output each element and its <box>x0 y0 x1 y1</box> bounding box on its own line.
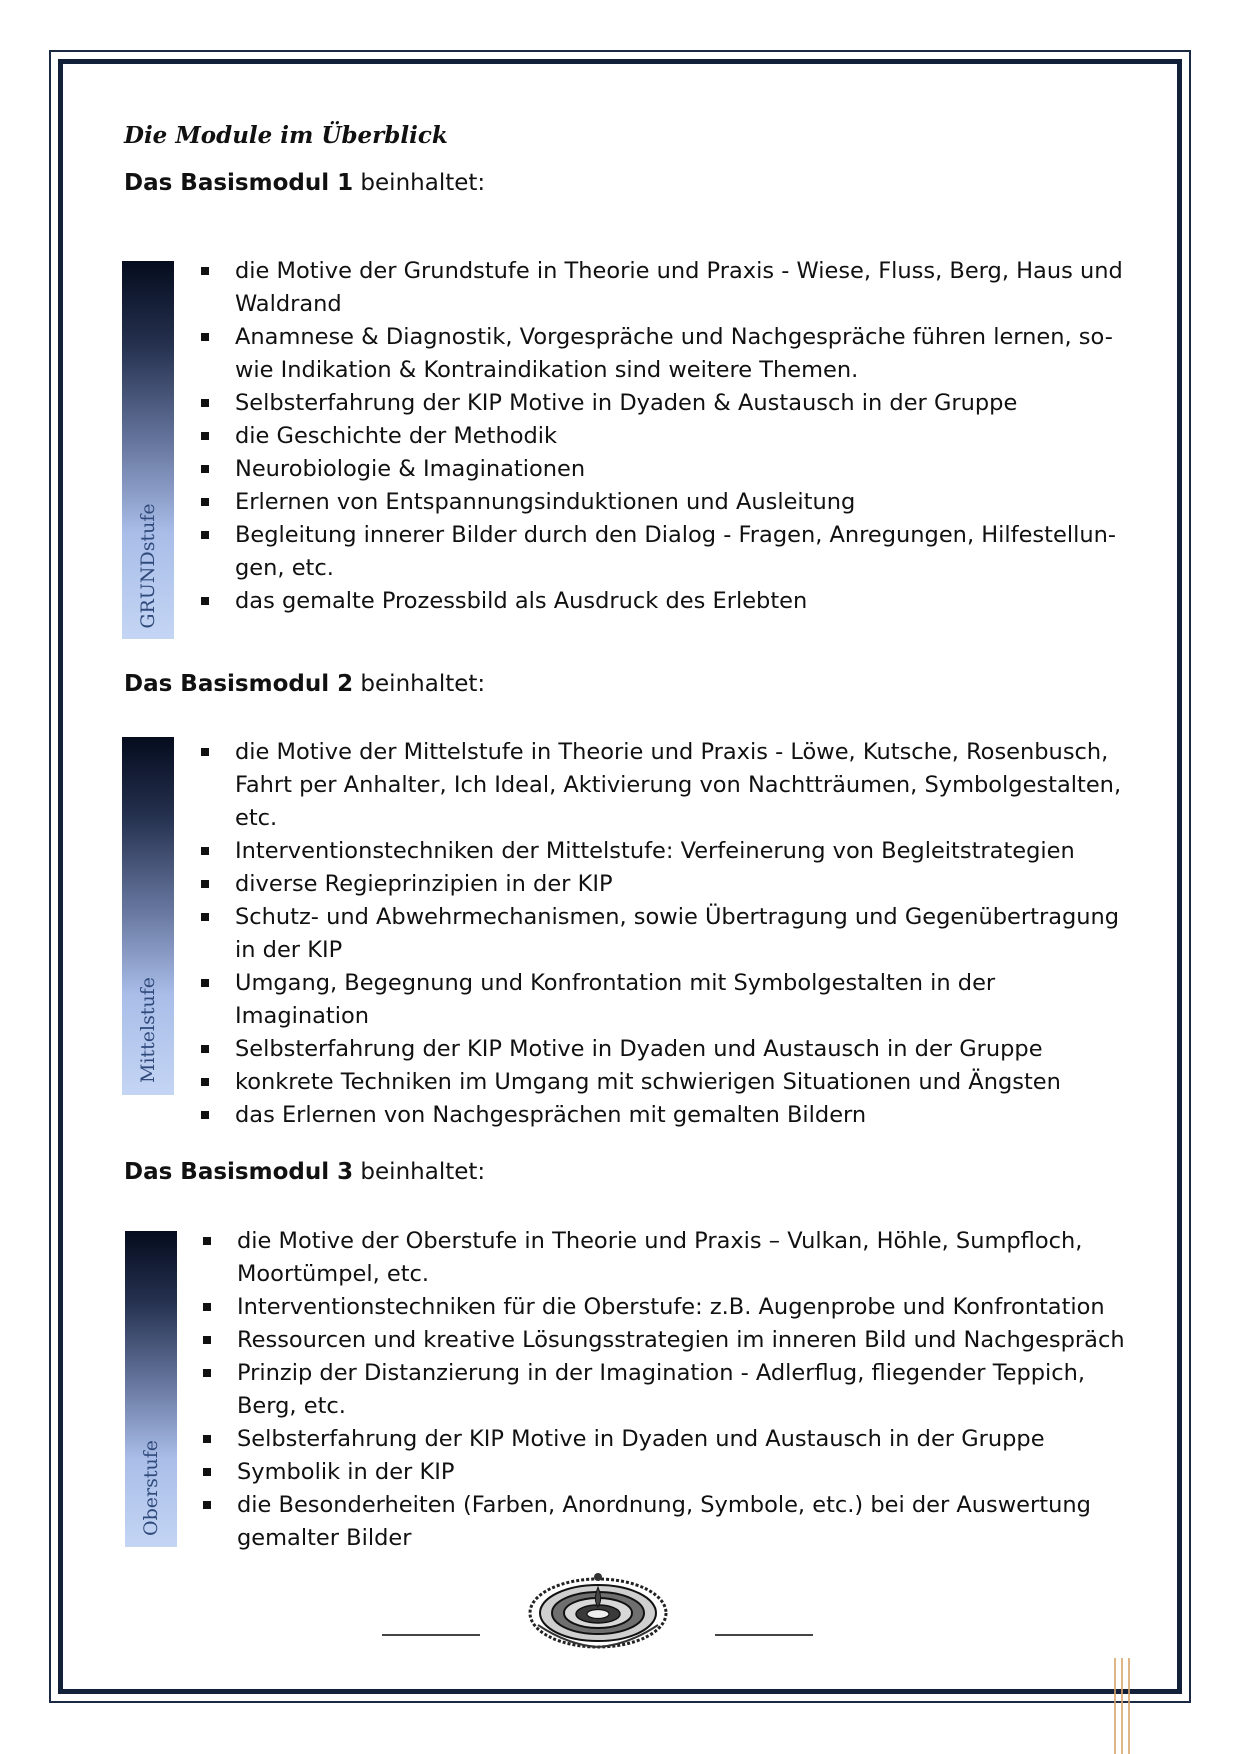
list-item: Interventionstechniken für die Oberstufe: z.B. Augenprobe und Konfrontation <box>202 1291 1127 1324</box>
module-1-heading <box>124 170 485 196</box>
list-item: das Erlernen von Nachgesprächen mit gemalten Bildern <box>200 1099 1125 1132</box>
level-label-mittelstufe: Mittelstufe <box>137 976 159 1084</box>
level-bar-grundstufe <box>122 261 174 639</box>
module-3-heading-bold: Das Basismodul 3 <box>124 1159 354 1185</box>
list-item: Symbolik in der KIP <box>202 1456 1127 1489</box>
list-item: konkrete Techniken im Umgang mit schwierigen Situationen und Ängsten <box>200 1066 1125 1099</box>
list-item: die Besonderheiten (Farben, Anordnung, Symbole, etc.) bei der Auswertung gemalter Bilder <box>202 1489 1127 1555</box>
level-label-grundstufe: GRUNDstufe <box>137 503 159 629</box>
page-title: Die Module im Überblick <box>124 122 448 149</box>
module-3-heading <box>124 1159 485 1185</box>
list-item: die Motive der Mittelstufe in Theorie und Praxis - Löwe, Kutsche, Rosenbusch, Fahrt per Anhalter, Ich Ideal, Aktivierung von Nachtträumen, Symbolgestalten, etc. <box>200 736 1125 835</box>
list-item: Selbsterfahrung der KIP Motive in Dyaden & Austausch in der Gruppe <box>200 387 1125 420</box>
list-item: Anamnese & Diagnostik, Vorgespräche und Nachgespräche führen lernen, so-wie Indikation & Kontraindikation sind weitere Themen. <box>200 321 1125 387</box>
level-bar-oberstufe <box>125 1231 177 1547</box>
footer-line-right <box>715 1634 813 1636</box>
module-2-heading-rest: beinhaltet: <box>353 671 486 697</box>
list-item: Neurobiologie & Imaginationen <box>200 453 1125 486</box>
module-2-list <box>200 736 1125 1132</box>
list-item: die Geschichte der Methodik <box>200 420 1125 453</box>
water-drop-icon <box>528 1565 668 1655</box>
list-item: Ressourcen und kreative Lösungsstrategien im inneren Bild und Nachgespräch <box>202 1324 1127 1357</box>
module-2-heading <box>124 671 485 697</box>
list-item: Selbsterfahrung der KIP Motive in Dyaden und Austausch in der Gruppe <box>200 1033 1125 1066</box>
footer-line-left <box>382 1634 480 1636</box>
list-item: die Motive der Grundstufe in Theorie und Praxis - Wiese, Fluss, Berg, Haus und Waldrand <box>200 255 1125 321</box>
list-item: Selbsterfahrung der KIP Motive in Dyaden und Austausch in der Gruppe <box>202 1423 1127 1456</box>
list-item: Prinzip der Distanzierung in der Imagination - Adlerflug, fliegender Teppich, Berg, etc. <box>202 1357 1127 1423</box>
list-item: Umgang, Begegnung und Konfrontation mit Symbolgestalten in der Imagination <box>200 967 1125 1033</box>
level-label-oberstufe: Oberstufe <box>140 1440 162 1536</box>
list-item: Erlernen von Entspannungsinduktionen und Ausleitung <box>200 486 1125 519</box>
list-item: diverse Regieprinzipien in der KIP <box>200 868 1125 901</box>
list-item: Begleitung innerer Bilder durch den Dialog - Fragen, Anregungen, Hilfestellun-gen, etc. <box>200 519 1125 585</box>
level-bar-mittelstufe <box>122 737 174 1095</box>
list-item: Interventionstechniken der Mittelstufe: Verfeinerung von Begleitstrategien <box>200 835 1125 868</box>
list-item: das gemalte Prozessbild als Ausdruck des Erlebten <box>200 585 1125 618</box>
module-1-heading-rest: beinhaltet: <box>353 170 486 196</box>
vertical-lines-ornament <box>1113 1658 1133 1754</box>
module-3-heading-rest: beinhaltet: <box>353 1159 486 1185</box>
list-item: die Motive der Oberstufe in Theorie und Praxis – Vulkan, Höhle, Sumpfloch, Moortümpel, etc. <box>202 1225 1127 1291</box>
list-item: Schutz- und Abwehrmechanismen, sowie Übertragung und Gegenübertragung in der KIP <box>200 901 1125 967</box>
module-3-list <box>202 1225 1127 1555</box>
module-1-list <box>200 255 1125 618</box>
module-1-heading-bold: Das Basismodul 1 <box>124 170 354 196</box>
module-2-heading-bold: Das Basismodul 2 <box>124 671 354 697</box>
